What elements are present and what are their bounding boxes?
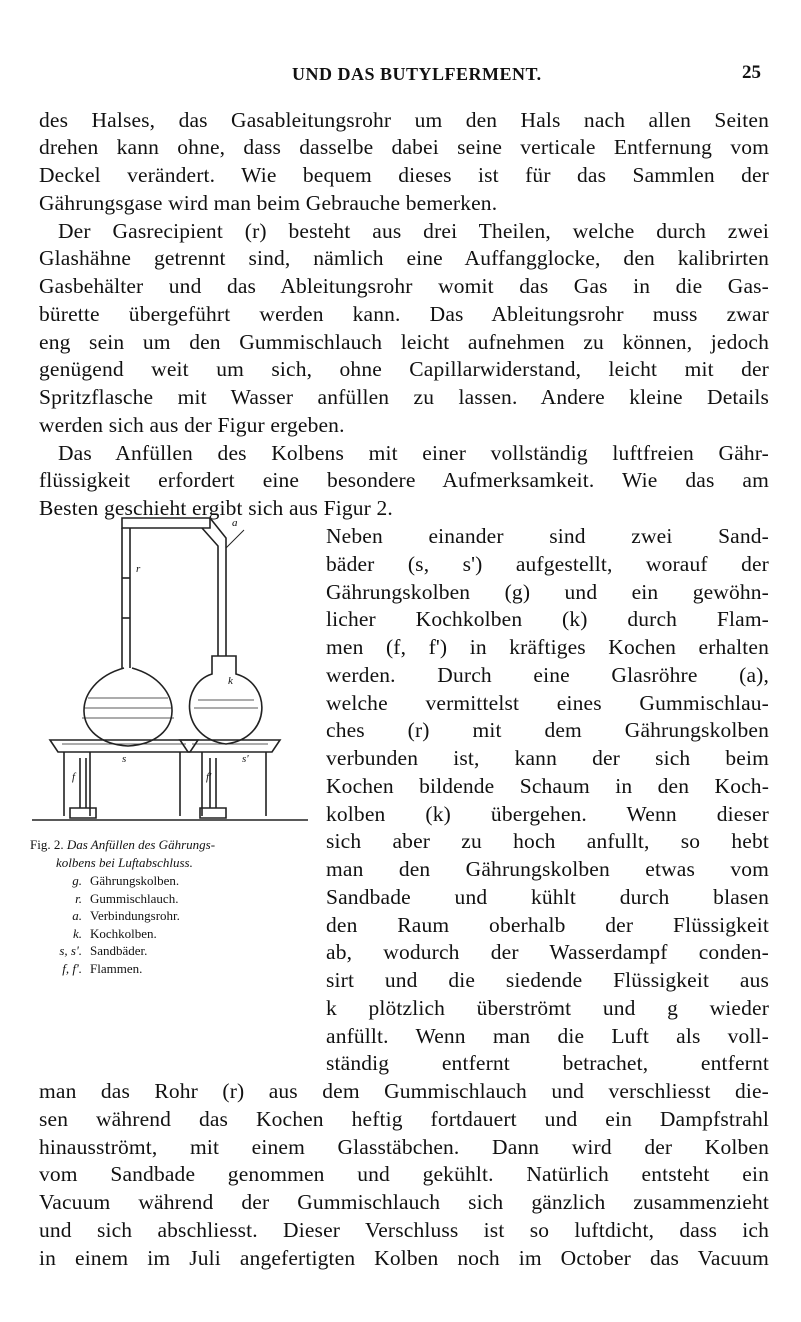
side-line: Neben einander sind zwei Sand-: [326, 524, 769, 548]
label-f-prime: f': [206, 771, 212, 783]
caption-title-italic: Das Anfüllen des Gährungs-: [66, 837, 216, 852]
body-line: Gährungsgase wird man beim Gebrauche bemerken.: [39, 191, 498, 215]
label-s: s: [122, 753, 127, 765]
label-s-prime: s': [242, 753, 249, 765]
body-line: Der Gasrecipient (r) besteht aus drei Theilen, welche durch zwei: [58, 219, 769, 243]
side-line: k plötzlich überströmt und g wieder: [326, 996, 769, 1020]
apparatus-illustration: [30, 508, 310, 828]
caption-title-italic-2: kolbens bei Luftabschluss.: [56, 855, 193, 870]
body-line: Besten geschieht ergibt sich aus Figur 2.: [39, 496, 393, 520]
body-line: genügend weit um sich, ohne Capillarwiderstand, leicht mit der: [39, 357, 769, 381]
side-line: licher Kochkolben (k) durch Flam-: [326, 607, 769, 631]
legend-key: s, s'.: [59, 943, 82, 958]
legend-text: Sandbäder.: [90, 943, 148, 958]
side-line: men (f, f') in kräftiges Kochen erhalten: [326, 635, 769, 659]
label-r: r: [136, 563, 141, 575]
body-line: man das Rohr (r) aus dem Gummischlauch und verschliesst die-: [39, 1079, 769, 1103]
page-number: 25: [742, 62, 761, 83]
side-line: man den Gährungskolben etwas vom: [326, 857, 769, 881]
caption-title: [30, 836, 315, 854]
side-line: bäder (s, s') aufgestellt, worauf der: [326, 552, 769, 576]
side-line: sich aber zu hoch anfullt, so hebt: [326, 829, 769, 853]
body-line: bürette übergeführt werden kann. Das Ableitungsrohr muss zwar: [39, 302, 769, 326]
side-line: werden. Durch eine Glasröhre (a),: [326, 663, 769, 687]
legend-item: [30, 907, 315, 925]
legend-text: Verbindungsrohr.: [90, 908, 180, 923]
body-line: eng sein um den Gummischlauch leicht aufnehmen zu können, jedoch: [39, 330, 769, 354]
label-a: a: [232, 517, 238, 529]
body-line: flüssigkeit erfordert eine besondere Aufmerksamkeit. Wie das am: [39, 468, 769, 492]
body-line: werden sich aus der Figur ergeben.: [39, 413, 345, 437]
side-line: ab, wodurch der Wasserdampf conden-: [326, 940, 769, 964]
body-line: Gasbehälter und das Ableitungsrohr womit das Gas in die Gas-: [39, 274, 769, 298]
body-line: hinausströmt, mit einem Glasstäbchen. Dann wird der Kolben: [39, 1135, 769, 1159]
legend-text: Kochkolben.: [90, 925, 157, 941]
side-line: Gährungskolben (g) und ein gewöhn-: [326, 580, 769, 604]
figure-caption: [30, 836, 315, 977]
body-line: Glashähne getrennt sind, nämlich eine Auffangglocke, den kalibrirten: [39, 246, 769, 270]
legend-key: g.: [72, 873, 82, 888]
side-line: kolben (k) übergehen. Wenn dieser: [326, 802, 769, 826]
legend-key: k.: [72, 925, 82, 941]
legend-text: Gummischlauch.: [90, 890, 179, 906]
label-k: k: [228, 675, 233, 687]
body-line: des Halses, das Gasableitungsrohr um den Hals nach allen Seiten: [39, 108, 769, 132]
legend-item: [30, 890, 315, 908]
legend-text: Gährungskolben.: [90, 873, 180, 888]
body-line: drehen kann ohne, dass dasselbe dabei seine verticale Entfernung vom: [39, 135, 769, 159]
legend-item: [30, 942, 315, 960]
side-line: Kochen bildende Schaum in den Koch-: [326, 774, 769, 798]
body-line: in einem im Juli angefertigten Kolben noch im October das Vacuum: [39, 1246, 769, 1270]
side-line: Sandbade und kühlt durch blasen: [326, 885, 769, 909]
legend-key: f, f'.: [62, 960, 82, 976]
legend-item: [30, 925, 315, 943]
side-line: welche vermittelst eines Gummischlau-: [326, 691, 769, 715]
side-line: ches (r) mit dem Gährungskolben: [326, 718, 769, 742]
legend-key: r.: [75, 890, 82, 906]
body-line: Spritzflasche mit Wasser anfüllen zu lassen. Andere kleine Details: [39, 385, 769, 409]
side-line: ständig entfernt betrachet, entfernt: [326, 1051, 769, 1075]
caption-figure-number: Fig. 2.: [30, 837, 64, 852]
legend-text: Flammen.: [90, 960, 143, 976]
side-line: verbunden ist, kann der sich beim: [326, 746, 769, 770]
side-line: den Raum oberhalb der Flüssigkeit: [326, 913, 769, 937]
legend-key: a.: [72, 908, 82, 923]
body-line: sen während das Kochen heftig fortdauert und ein Dampfstrahl: [39, 1107, 769, 1131]
body-line: vom Sandbade genommen und gekühlt. Natürlich entsteht ein: [39, 1162, 769, 1186]
label-f: f: [72, 771, 76, 783]
figure-apparatus: [30, 508, 310, 828]
page-header: [0, 62, 801, 92]
body-line: Das Anfüllen des Kolbens mit einer vollständig luftfreien Gähr-: [58, 441, 769, 465]
body-line: Deckel verändert. Wie bequem dieses ist für das Sammlen der: [39, 163, 769, 187]
legend-item: [30, 872, 315, 890]
side-line: anfüllt. Wenn man die Luft als voll-: [326, 1024, 769, 1048]
body-line: Vacuum während der Gummischlauch sich gänzlich zusammenzieht: [39, 1190, 769, 1214]
body-line: und sich abschliesst. Dieser Verschluss ist so luftdicht, dass ich: [39, 1218, 769, 1242]
legend-item: [30, 960, 315, 978]
side-line: sirt und die siedende Flüssigkeit aus: [326, 968, 769, 992]
running-head: UND DAS BUTYLFERMENT.: [292, 64, 542, 84]
